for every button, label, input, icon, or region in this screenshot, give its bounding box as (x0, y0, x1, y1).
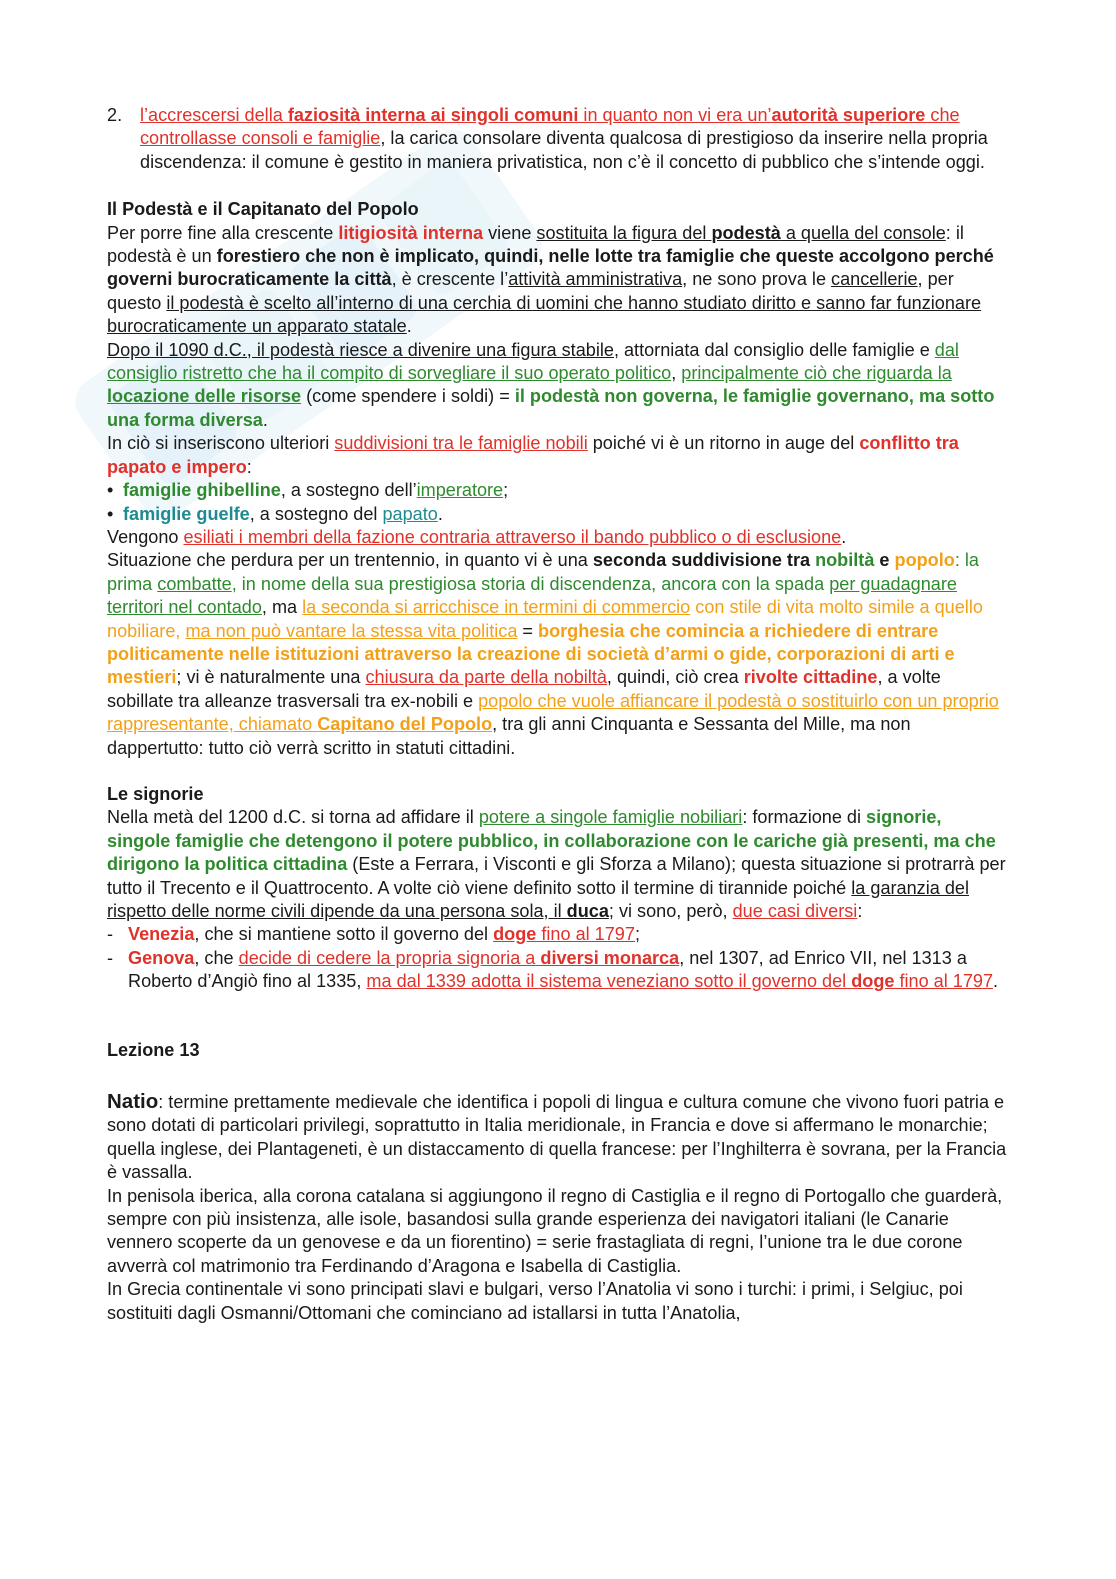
paragraph-podesta-intro: Per porre fine alla crescente litigiosità interna viene sostituita la figura del podestà a quella del console: il podestà è un forestiero che non è implicato, quindi, nelle lotte tra famiglie che queste accolgono perché governi burocraticamente la città, è crescente l’attività amministrativa, ne sono prova le cancellerie, per questo il podestà è scelto all’interno di una cerchia di uomini che hanno studiato diritto e sanno far funzionare burocraticamente un apparato statale. (107, 222, 994, 337)
document-page (107, 104, 1007, 1325)
bullet-icon: • (107, 480, 114, 501)
paragraph-iberica: In penisola iberica, alla corona catalana si aggiungono il regno di Castiglia e il regno di Portogallo che guarderà, sempre con più insistenza, alle isole, basandosi sulla grande esperienza dei navigatori italiani (le Canarie vennero scoperte da un genovese e da un fiorentino) = serie frastagliata di regni, l’unione tra le due corone avverrà col matrimonio tra Ferdinando d’Aragona e Isabella di Castiglia. (107, 1185, 1003, 1276)
dash-icon: - (107, 924, 114, 945)
list-item-genova: - Genova, che decide di cedere la propria signoria a diversi monarca, nel 1307, ad Enrico VII, nel 1313 a Roberto d’Angiò fino al 1335, ma dal 1339 adotta il sistema veneziano sotto il governo del doge fino al 1797. (107, 947, 999, 992)
list-item-guelfe: • famiglie guelfe, a sostegno del papato. (107, 503, 1007, 526)
paragraph-natio: Natio: termine prettamente medievale che identifica i popoli di lingua e cultura comune che vivono fuori patria e sono dotati di particolari privilegi, soprattutto in Italia meridionale, in Francia e dove si affermano le monarchie; quella inglese, dei Plantageneti, è un distaccamento di quella francese: per l’Inghilterra è sovrana, per la Francia è vassalla. (107, 1090, 1007, 1183)
term-natio: Natio (107, 1090, 159, 1114)
paragraph-podesta-stable: Dopo il 1090 d.C., il podestà riesce a divenire una figura stabile, attorniata dal consiglio delle famiglie e dal consiglio ristretto che ha il compito di sorvegliare il suo operato politico, principalmente ciò che riguarda la locazione delle risorse (come spendere i soldi) = il podestà non governa, le famiglie governano, ma sotto una forma diversa. (107, 339, 995, 430)
list-item-venezia: - Venezia, che si mantiene sotto il governo del doge fino al 1797; (107, 923, 1007, 946)
dash-icon: - (107, 947, 114, 968)
paragraph-signorie: Nella metà del 1200 d.C. si torna ad affidare il potere a singole famiglie nobiliari: formazione di signorie, singole famiglie che detengono il potere pubblico, in collaborazione con le cariche già presenti, ma che dirigono la politica cittadina (Este a Ferrara, i Visconti e gli Sforza a Milano); questa situazione si protrarrà per tutto il Trecento e il Quattrocento. A volte ciò viene definito sotto il termine di tirannide poiché la garanzia del rispetto delle norme civili dipende da una persona sola, il duca; vi sono, però, due casi diversi: (107, 807, 1006, 921)
lesson-heading: Lezione 13 (107, 1039, 200, 1060)
section-heading-signorie: Le signorie (107, 783, 204, 804)
list-number: 2. (107, 105, 123, 125)
list-item-ghibelline: • famiglie ghibelline, a sostegno dell’imperatore; (107, 479, 1007, 502)
paragraph-suddivisioni: In ciò si inseriscono ulteriori suddivisioni tra le famiglie nobili poiché vi è un ritorno in auge del conflitto tra papato e impero: (107, 433, 959, 477)
bullet-icon: • (107, 503, 114, 524)
section-heading-podesta: Il Podestà e il Capitanato del Popolo (107, 199, 419, 220)
paragraph-grecia: In Grecia continentale vi sono principati slavi e bulgari, verso l’Anatolia vi sono i turchi: i primi, i Selgiuc, poi sostituiti dagli Osmanni/Ottomani che cominciano ad istallarsi in tutta l’Anatolia, (107, 1279, 963, 1323)
numbered-item-2: 2. l’accrescersi della faziosità interna ai singoli comuni in quanto non vi era un’autorità superiore che controllasse consoli e famiglie, la carica consolare diventa qualcosa di prestigioso da inserire nella propria discendenza: il comune è gestito in maniera privatistica, non c’è il concetto di pubblico che s’intende oggi. (107, 105, 988, 172)
paragraph-esilio-popolo: Vengono esiliati i membri della fazione contraria attraverso il bando pubblico o di esclusione. Situazione che perdura per un trentennio, in quanto vi è una seconda suddivisione tra nobiltà e popolo: la prima combatte, in nome della sua prestigiosa storia di discendenza, ancora con la spada per guadagnare territori nel contado, ma la seconda si arricchisce in termini di commercio con stile di vita molto simile a quello nobiliare, ma non può vantare la stessa vita politica = borghesia che comincia a richiedere di entrare politicamente nelle istituzioni attraverso la creazione di società d’armi o gide, corporazioni di arti e mestieri; vi è naturalmente una chiusura da parte della nobiltà, quindi, ciò crea rivolte cittadine, a volte sobillate tra alleanze trasversali tra ex-nobili e popolo che vuole affiancare il podestà o sostituirlo con un proprio rappresentante, chiamato Capitano del Popolo, tra gli anni Cinquanta e Sessanta del Mille, ma non dappertutto: tutto ciò verrà scritto in statuti cittadini. (107, 526, 999, 758)
